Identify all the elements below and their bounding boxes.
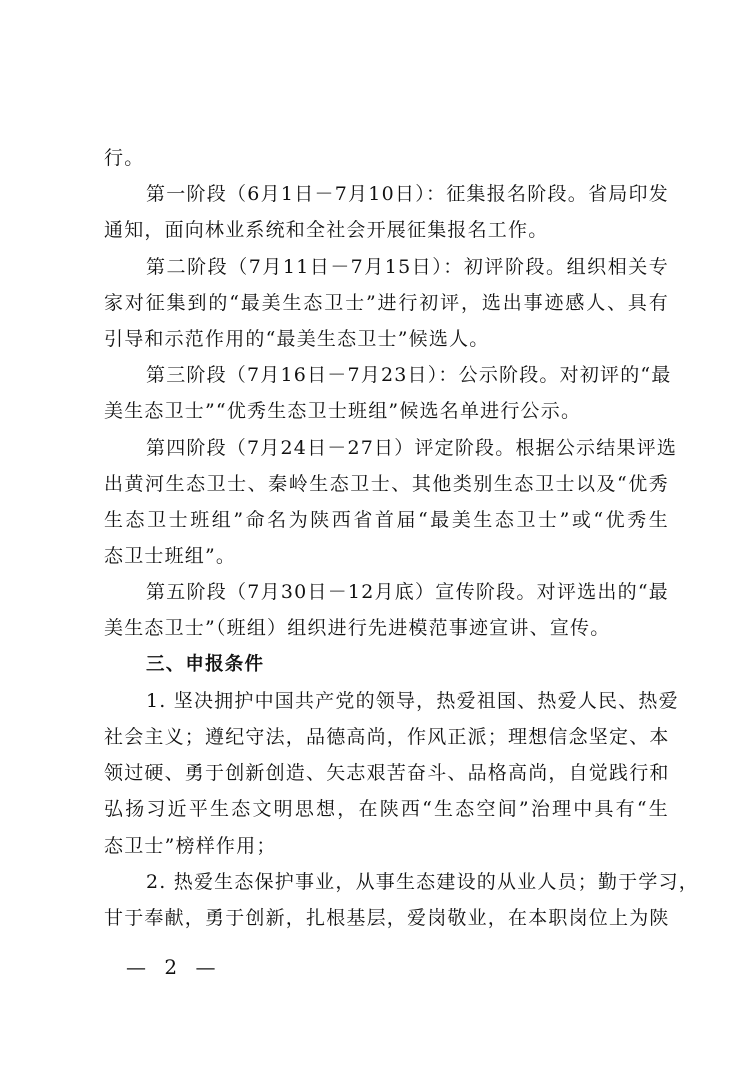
text-line: 弘扬习近平生态文明思想，在陕西“生态空间”治理中具有“生	[104, 798, 669, 821]
stage-1-line: 第一阶段（6月1日－7月10日）：征集报名阶段。省局印发	[146, 183, 669, 206]
page-number: — 2 —	[126, 955, 222, 979]
text-line: 领过硬、勇于创新创造、矢志艰苦奋斗、品格高尚，自觉践行和	[104, 762, 670, 785]
stage-5-line: 第五阶段（7月30日－12月底）宣传阶段。对评选出的“最	[146, 581, 669, 604]
text-line: 态卫士班组”。	[104, 545, 237, 568]
condition-1-line: 1. 坚决拥护中国共产党的领导，热爱祖国、热爱人民、热爱	[146, 689, 679, 712]
stage-3-line: 第三阶段（7月16日－7月23日）：公示阶段。对初评的“最	[146, 364, 672, 387]
text-line: 行。	[104, 147, 145, 169]
text-line: 美生态卫士”“优秀生态卫士班组”候选名单进行公示。	[104, 400, 582, 423]
text-line: 出黄河生态卫士、秦岭生态卫士、其他类别生态卫士以及“优秀	[104, 472, 669, 495]
text-line: 生态卫士班组”命名为陕西省首届“最美生态卫士”或“优秀生	[104, 508, 669, 531]
condition-2-line: 2. 热爱生态保护事业，从事生态建设的从业人员；勤于学习，	[146, 870, 699, 893]
section-heading: 三、申报条件	[146, 653, 265, 675]
stage-2-line: 第二阶段（7月11日－7月15日）：初评阶段。组织相关专	[146, 255, 669, 278]
text-line: 社会主义；遵纪守法，品德高尚，作风正派；理想信念坚定、本	[104, 726, 670, 748]
text-line: 通知，面向林业系统和全社会开展征集报名工作。	[104, 219, 549, 242]
text-line: 美生态卫士”（班组）组织进行先进模范事迹宣讲、宣传。	[104, 617, 611, 640]
stage-4-line: 第四阶段（7月24日－27日）评定阶段。根据公示结果评选	[146, 436, 678, 459]
text-line: 引导和示范作用的“最美生态卫士”候选人。	[104, 327, 490, 350]
document-body	[104, 140, 699, 936]
text-line: 甘于奉献，勇于创新，扎根基层，爱岗敬业，在本职岗位上为陕	[104, 906, 670, 929]
text-line: 态卫士”榜样作用；	[104, 834, 277, 857]
text-line: 家对征集到的“最美生态卫士”进行初评，选出事迹感人、具有	[104, 291, 669, 314]
